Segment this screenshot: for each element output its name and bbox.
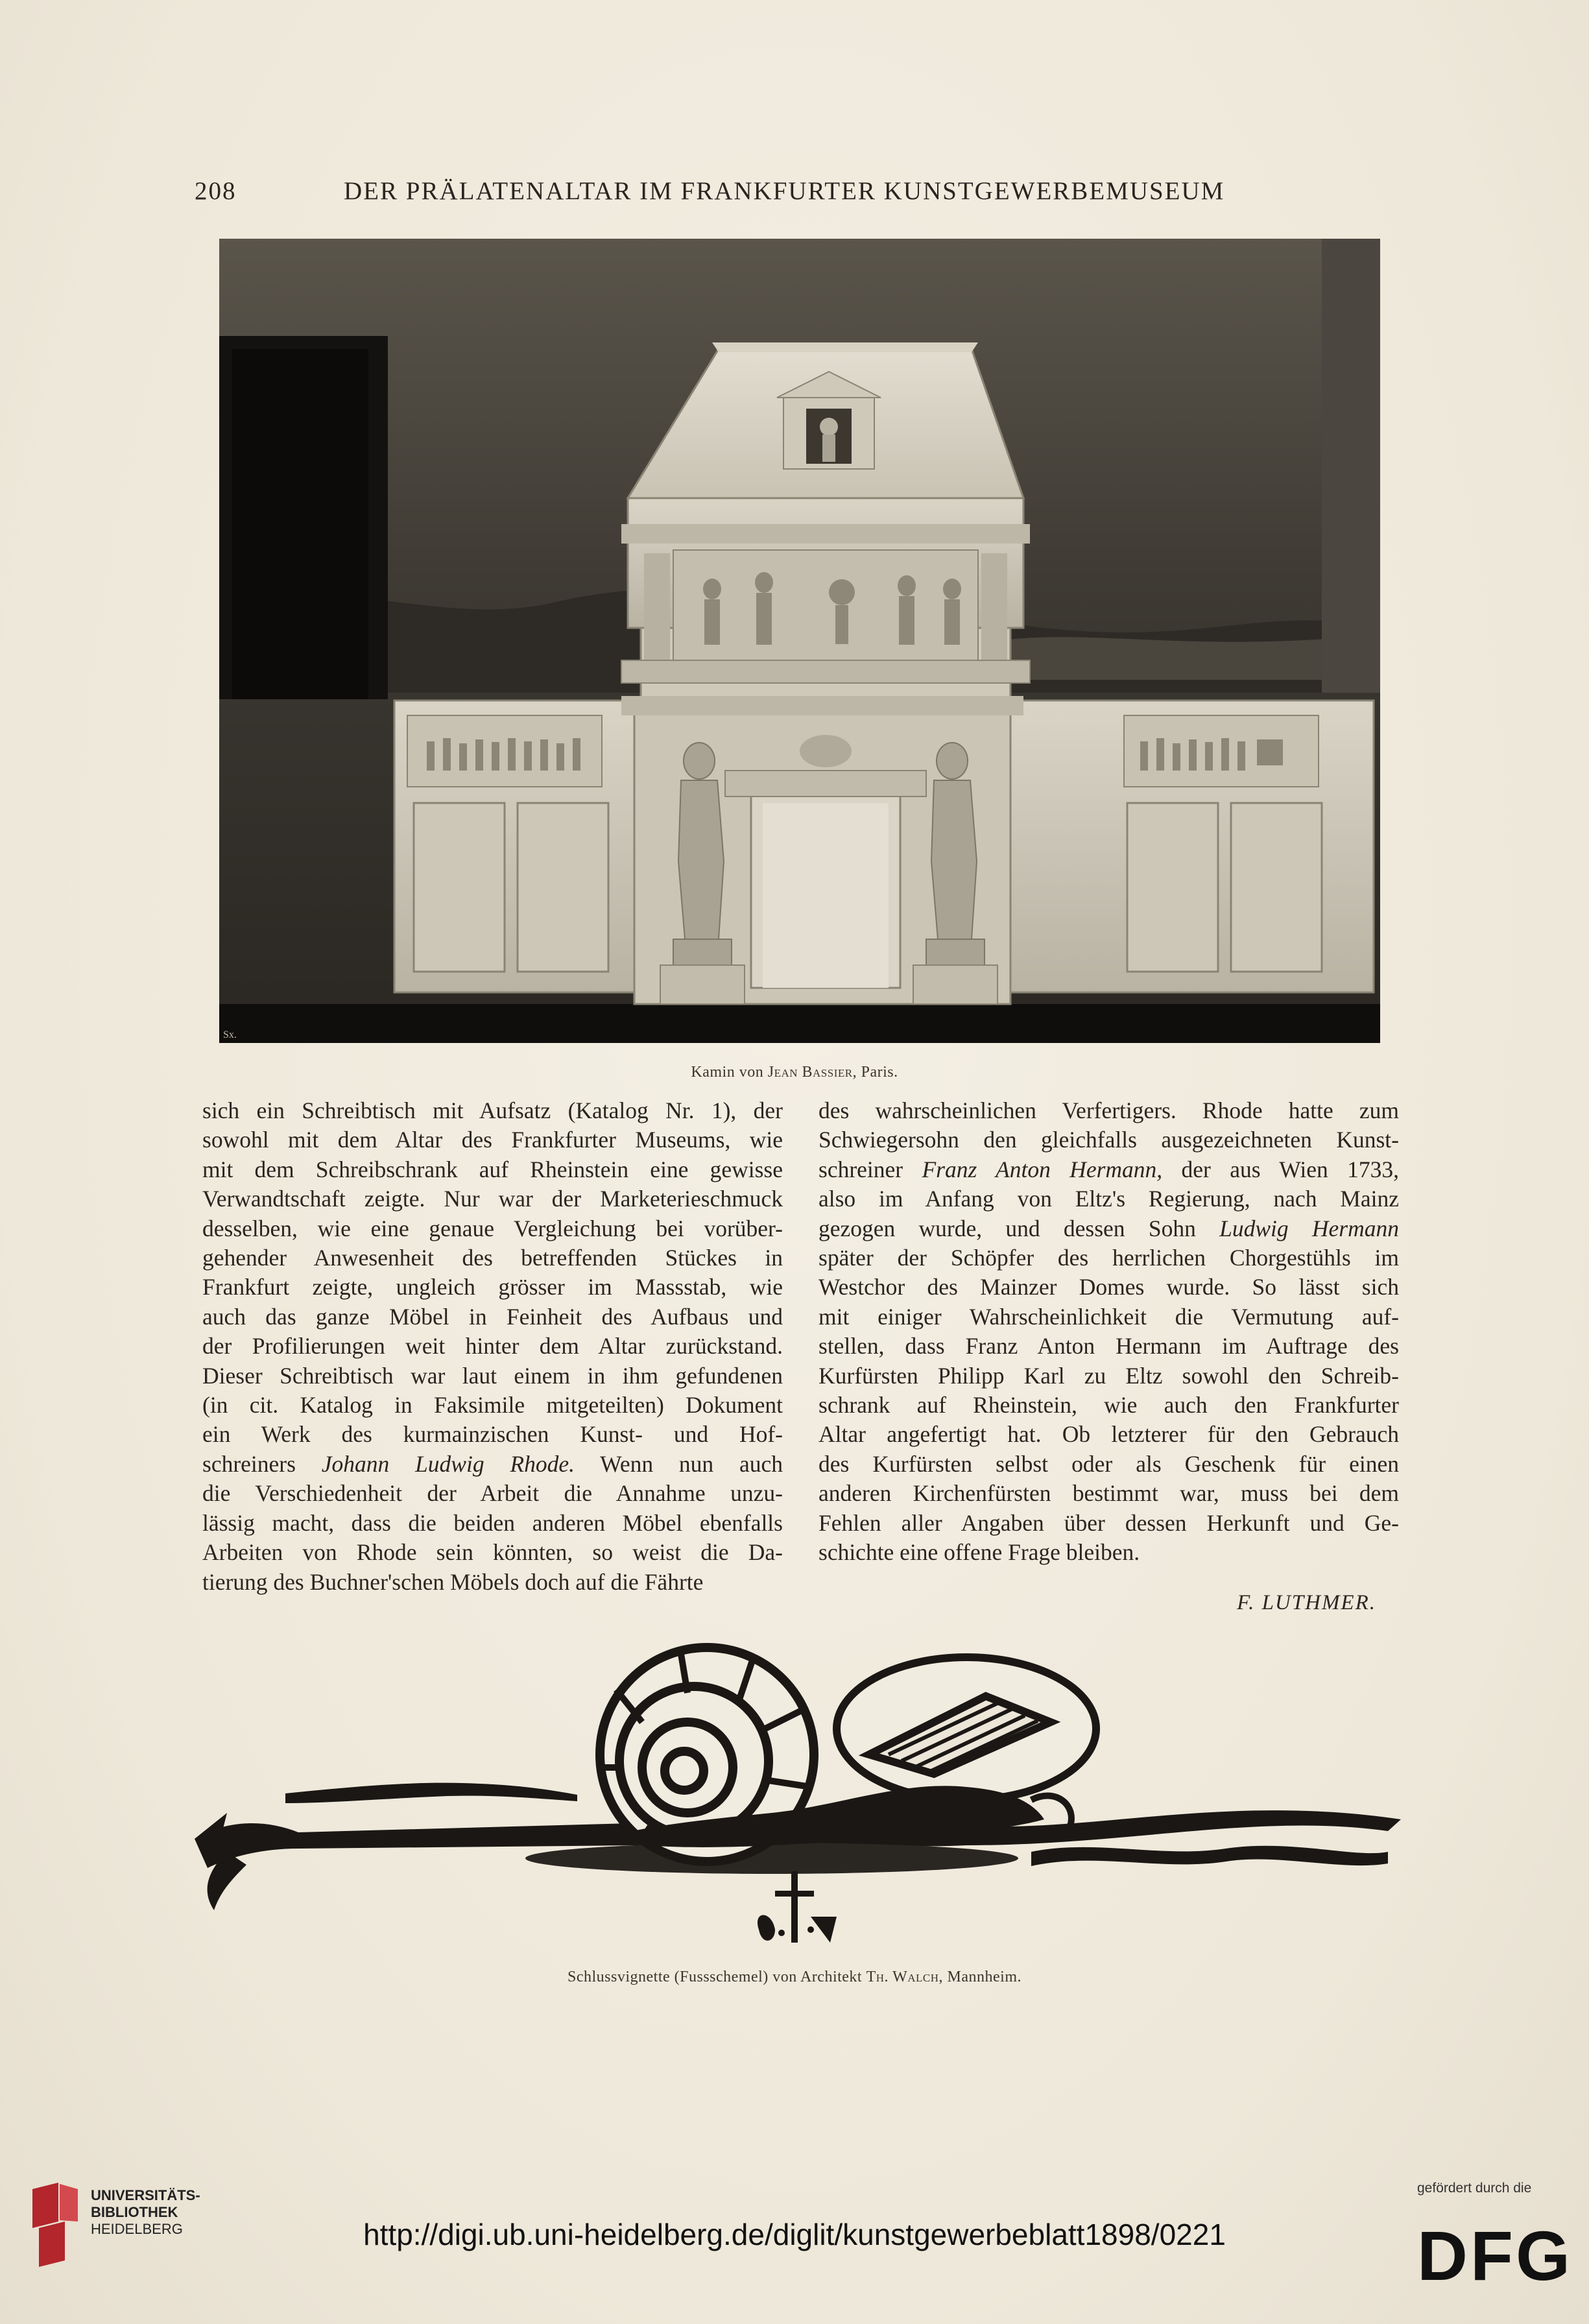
text-line: auch das ganze Möbel in Feinheit des Aufbaus und [202, 1303, 783, 1330]
running-title: DER PRÄLATENALTAR IM FRANKFURTER KUNSTGEWERBEMUSEUM [344, 177, 1225, 205]
text-line: stellen, dass Franz Anton Hermann im Auftrage des [818, 1333, 1399, 1360]
person-name-rhode: Johann Ludwig Rhode. [321, 1450, 575, 1477]
author-signature: F. LUTHMER. [1237, 1591, 1376, 1614]
text-line: (in cit. Katalog in Faksimile mitgeteilten) Dokument [202, 1392, 783, 1419]
vignette-caption-name: Th. Walch [866, 1969, 939, 1985]
text-fragment: schreiner [818, 1156, 922, 1182]
text-line: Fehlen aller Angaben über dessen Herkunft und Ge- [818, 1509, 1399, 1536]
right-column [818, 1096, 1399, 1568]
fireplace-photograph [219, 239, 1380, 1043]
text-line: der Profilierungen weit hinter dem Altar zurückstand. [202, 1333, 783, 1360]
text-line: Schwiegersohn den gleichfalls ausgezeichneten Kunst- [818, 1127, 1399, 1153]
library-name-line3: HEIDELBERG [91, 2221, 183, 2237]
text-fragment: der aus Wien 1733, [1162, 1156, 1400, 1182]
page-number: 208 [195, 177, 237, 205]
text-line-mixed [818, 1214, 1399, 1243]
text-line: Westchor des Mainzer Domes wurde. So lässt sich [818, 1274, 1399, 1300]
text-line: ein Werk des kurmainzischen Kunst- und Hof- [202, 1421, 783, 1448]
text-fragment: schreiners [202, 1450, 322, 1477]
text-line: sowohl mit dem Altar des Frankfurter Museums, wie [202, 1127, 783, 1153]
text-line: lässig macht, dass die beiden anderen Möbel ebenfalls [202, 1509, 783, 1536]
text-line: später der Schöpfer des herrlichen Chorgestühls im [818, 1245, 1399, 1271]
funded-by-label: gefördert durch die [1417, 2181, 1532, 2196]
text-line: gehender Anwesenheit des betreffenden Stückes in [202, 1245, 783, 1271]
text-line: mit dem Schreibschrank auf Rheinstein eine gewisse [202, 1156, 783, 1182]
photo-corner-mark: Sx. [223, 1029, 237, 1040]
text-line: desselben, wie eine genaue Vergleichung bei vorüber- [202, 1215, 783, 1241]
vignette-caption [0, 1969, 1589, 1986]
text-line: anderen Kirchenfürsten bestimmt war, muss bei dem [818, 1480, 1399, 1507]
fireplace-illustration [219, 239, 1380, 1043]
text-line: die Verschiedenheit der Arbeit die Annahme unzu- [202, 1480, 783, 1507]
text-line: tierung des Buchner'schen Möbels doch auf die Fährte [202, 1568, 704, 1595]
library-name-line1: UNIVERSITÄTS- [91, 2187, 200, 2203]
figure-caption-suffix: , Paris. [852, 1064, 898, 1081]
library-name-line2: BIBLIOTHEK [91, 2204, 178, 2220]
text-line-mixed [818, 1155, 1399, 1184]
text-line: schrank auf Rheinstein, wie auch den Frankfurter [818, 1392, 1399, 1419]
vignette-caption-prefix: Schlussvignette (Fussschemel) von Architekt [567, 1969, 866, 1985]
source-url-link[interactable]: http://digi.ub.uni-heidelberg.de/diglit/kunstgewerbeblatt1898/0221 [363, 2218, 1226, 2251]
left-column [202, 1096, 783, 1597]
text-line: mit einiger Wahrscheinlichkeit die Vermutung auf- [818, 1303, 1399, 1330]
text-line: sich ein Schreibtisch mit Aufsatz (Katalog Nr. 1), der [202, 1097, 783, 1123]
text-line: Kurfürsten Philipp Karl zu Eltz sowohl den Schreib- [818, 1362, 1399, 1389]
snail-vignette-illustration [188, 1625, 1414, 1988]
text-fragment: gezogen wurde, und dessen Sohn [818, 1215, 1220, 1241]
text-line: Dieser Schreibtisch war laut einem in ihm gefundenen [202, 1362, 783, 1389]
text-line: schichte eine offene Frage bleiben. [818, 1539, 1140, 1566]
running-head [195, 176, 1297, 215]
text-fragment: Wenn nun auch [574, 1450, 783, 1477]
text-line: Altar angefertigt hat. Ob letzterer für den Gebrauch [818, 1421, 1399, 1448]
text-line: Frankfurt zeigte, ungleich grösser im Massstab, wie [202, 1274, 783, 1300]
text-line: des Kurfürsten selbst oder als Geschenk für einen [818, 1450, 1399, 1477]
vignette-caption-suffix: , Mannheim. [938, 1969, 1022, 1985]
text-line: des wahrscheinlichen Verfertigers. Rhode hatte zum [818, 1097, 1399, 1123]
figure-caption [0, 1064, 1589, 1081]
figure-caption-name: Jean Bassier [767, 1064, 853, 1081]
text-line: Verwandtschaft zeigte. Nur war der Marketerieschmuck [202, 1186, 783, 1212]
dfg-logo: DFG [1417, 2216, 1573, 2295]
text-line: Arbeiten von Rhode sein könnten, so weist die Da- [202, 1539, 783, 1566]
figure-caption-prefix: Kamin von [691, 1064, 768, 1081]
person-name-franz-anton-hermann: Franz Anton Hermann, [922, 1156, 1163, 1182]
text-line-mixed [202, 1450, 783, 1479]
person-name-ludwig-hermann: Ludwig Hermann [1219, 1215, 1399, 1241]
text-line: also im Anfang von Eltz's Regierung, nach Mainz [818, 1186, 1399, 1212]
snail-footstool-vignette [188, 1625, 1414, 1991]
